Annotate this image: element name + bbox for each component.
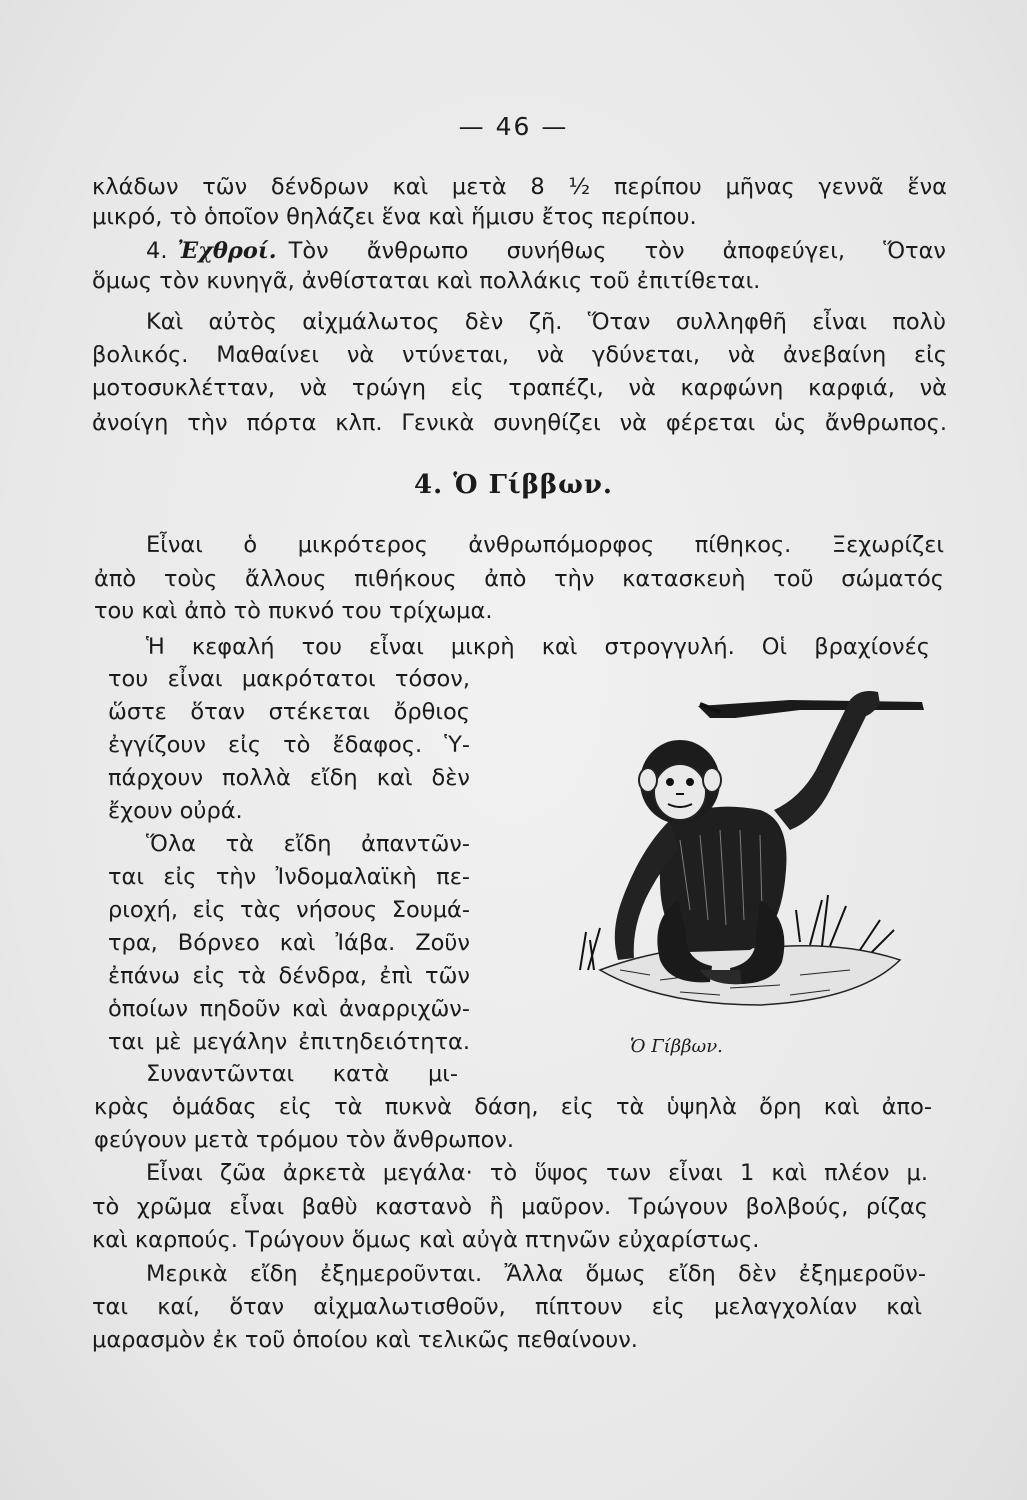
body-line: Εἶναι ζῶα ἀρκετὰ μεγάλα· τὸ ὕψος των εἶναι 1 καὶ πλέον μ. — [146, 1160, 928, 1186]
body-line: κλάδων τῶν δένδρων καὶ μετὰ 8 ½ περίπου μῆνας γεννᾶ ἕνα — [92, 174, 947, 200]
gibbon-illustration-icon — [560, 670, 940, 1030]
wrap-line: τρα, Βόρνεο καὶ Ἰάβα. Ζοῦν — [108, 930, 470, 956]
body-line: ἀνοίγη τὴν πόρτα κλπ. Γενικὰ συνηθίζει νὰ φέρεται ὡς ἄνθρωπος. — [92, 410, 947, 436]
wrap-line: ὁποίων πηδοῦν καὶ ἀναρριχῶν- — [108, 996, 470, 1022]
page-number: — 46 — — [458, 112, 569, 141]
body-line: βολικός. Μαθαίνει νὰ ντύνεται, νὰ γδύνεται, νὰ ἀνεβαίνη εἰς — [92, 342, 947, 368]
body-line: Εἶναι ὁ μικρότερος ἀνθρωπόμορφος πίθηκος. Ξεχωρίζει — [146, 532, 944, 558]
wrap-line: ἐγγίζουν εἰς τὸ ἔδαφος. Ὑ- — [108, 732, 470, 758]
enemies-text: Τὸν ἄνθρωπο συνήθως τὸν ἀποφεύγει, Ὅταν — [288, 238, 946, 264]
body-line: Μερικὰ εἴδη ἐξημεροῦνται. Ἄλλα ὅμως εἴδη δὲν ἐξημεροῦν- — [146, 1261, 926, 1287]
body-line: Ἡ κεφαλή του εἶναι μικρὴ καὶ στρογγυλή. Οἱ βραχίονές — [146, 634, 930, 660]
wrap-line: Ὅλα τὰ εἴδη ἀπαντῶν- — [146, 831, 470, 857]
body-line: μικρό, τὸ ὁποῖον θηλάζει ἕνα καὶ ἥμισυ ἔτος περίπου. — [92, 204, 697, 230]
wrap-line: του εἶναι μακρότατοι τόσον, — [108, 666, 470, 692]
body-line: Καὶ αὐτὸς αἰχμάλωτος δὲν ζῆ. Ὅταν συλληφθῆ εἶναι πολὺ — [146, 309, 946, 335]
body-line: του καὶ ἀπὸ τὸ πυκνό του τρίχωμα. — [94, 598, 493, 624]
enemies-term: Ἐχθροί. — [177, 238, 277, 264]
section-heading: 4. Ὁ Γίββων. — [414, 470, 613, 500]
body-line: μοτοσυκλέτταν, νὰ τρώγη εἰς τραπέζι, νὰ καρφώνη καρφιά, νὰ — [92, 375, 947, 401]
body-line: ἀπὸ τοὺς ἄλλους πιθήκους ἀπὸ τὴν κατασκευὴ τοῦ σώματός — [94, 566, 944, 592]
wrap-line: πάρχουν πολλὰ εἴδη καὶ δὲν — [108, 765, 470, 791]
figure-caption: Ὁ Γίββων. — [630, 1036, 723, 1057]
wrap-line: ται μὲ μεγάλην ἐπιτηδειότητα. — [108, 1029, 470, 1055]
body-line: καὶ καρπούς. Τρώγουν ὅμως καὶ αὐγὰ πτηνῶν εὐχαρίστως. — [92, 1227, 760, 1253]
body-line: φεύγουν μετὰ τρόμου τὸν ἄνθρωπον. — [94, 1127, 515, 1153]
enemies-number: 4. — [146, 238, 168, 264]
body-line: τὸ χρῶμα εἶναι βαθὺ καστανὸ ἢ μαῦρον. Τρώγουν βολβούς, ρίζας — [92, 1194, 928, 1220]
wrap-line: Συναντῶνται κατὰ μι- — [146, 1061, 458, 1087]
wrap-line: ται εἰς τὴν Ἰνδομαλαϊκὴ πε- — [108, 864, 470, 890]
enemies-line — [146, 236, 946, 266]
wrap-line: ριοχή, εἰς τὰς νήσους Σουμά- — [108, 897, 470, 923]
body-line: κρὰς ὁμάδας εἰς τὰ πυκνὰ δάση, εἰς τὰ ὑψηλὰ ὄρη καὶ ἀπο- — [94, 1094, 932, 1120]
wrap-line: ἐπάνω εἰς τὰ δένδρα, ἐπὶ τῶν — [108, 963, 470, 989]
body-line: ται καί, ὅταν αἰχμαλωτισθοῦν, πίπτουν εἰς μελαγχολίαν καὶ — [92, 1294, 922, 1320]
wrap-line: ἔχουν οὐρά. — [108, 798, 243, 824]
body-line: μαρασμὸν ἐκ τοῦ ὁποίου καὶ τελικῶς πεθαίνουν. — [92, 1327, 638, 1353]
body-line: ὅμως τὸν κυνηγᾶ, ἀνθίσταται καὶ πολλάκις τοῦ ἐπιτίθεται. — [92, 268, 761, 294]
wrap-line: ὥστε ὅταν στέκεται ὄρθιος — [108, 699, 470, 725]
